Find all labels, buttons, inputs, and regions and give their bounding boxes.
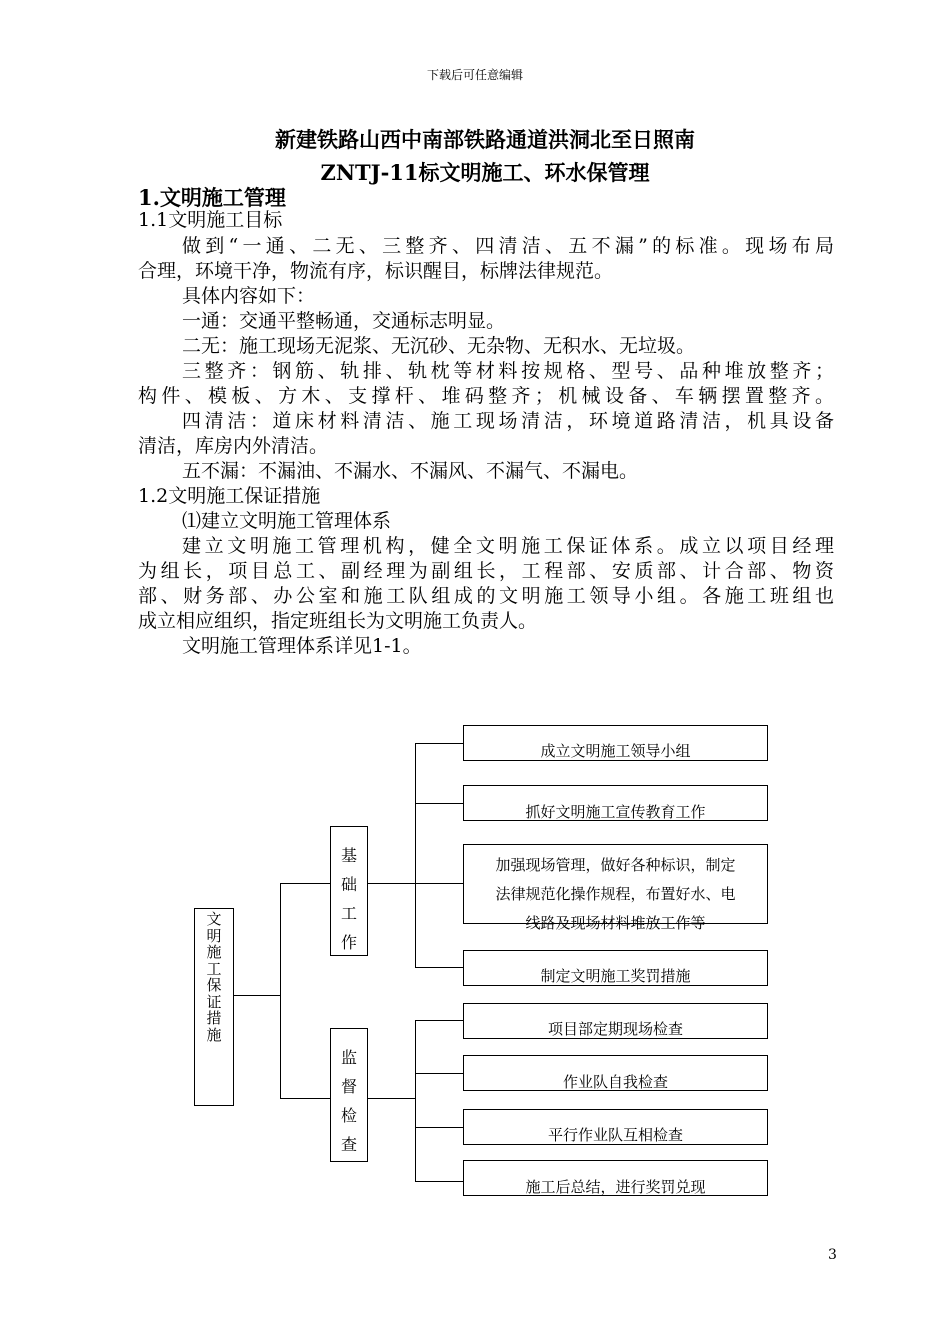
diagram-item-leadership-group [463, 725, 768, 761]
document-title-line1: 新建铁路山西中南部铁路通道洪洞北至日照南 [275, 127, 695, 152]
header-note: 下载后可任意编辑 [426, 68, 523, 82]
paragraph-wubulou: 五不漏：不漏油、不漏水、不漏风、不漏气、不漏电。 [182, 460, 639, 482]
diagram-item-text: 平行作业队互相检查 [547, 1126, 683, 1144]
connector-line [415, 1073, 463, 1074]
root-char: 明 [206, 926, 222, 945]
diagram-item-text: 项目部定期现场检查 [547, 1020, 683, 1038]
branch-char: 础 [340, 875, 357, 894]
connector-line [368, 1098, 416, 1099]
diagram-item-publicity-education [463, 785, 768, 821]
paragraph-details-intro: 具体内容如下： [182, 285, 316, 307]
diagram-item-self-inspection [463, 1055, 768, 1091]
paragraph-yitong: 一通：交通平整畅通，交通标志明显。 [182, 310, 506, 332]
branch-char: 查 [340, 1135, 357, 1154]
diagram-item-text: 成立文明施工领导小组 [540, 742, 691, 760]
connector-line [234, 995, 281, 996]
diagram-item-mutual-inspection [463, 1109, 768, 1145]
paragraph-siqingjie-line2: 清洁，库房内外清洁。 [138, 435, 329, 457]
diagram-branch-basic-work [330, 826, 368, 956]
page-number: 3 [828, 1247, 837, 1263]
diagram-item-text: 抓好文明施工宣传教育工作 [525, 803, 706, 821]
diagram-item-periodic-inspection [463, 1003, 768, 1039]
connector-line [415, 1181, 463, 1182]
document-title-line2: ZNTJ-11标文明施工、环水保管理 [320, 160, 650, 185]
connector-line [415, 1020, 463, 1021]
diagram-item-text: 制定文明施工奖罚措施 [540, 967, 691, 985]
diagram-root-box [194, 908, 234, 1106]
list-item-1: ⑴建立文明施工管理体系 [182, 510, 392, 532]
paragraph-sanzhengqi-line2: 构件、模板、方木、支撑杆、堆码整齐；机械设备、车辆摆置整齐。 [138, 385, 834, 407]
paragraph-standard-line1: 做到“一通、二无、三整齐、四清洁、五不漏”的标准。现场布局 [182, 235, 834, 257]
connector-line [415, 883, 463, 884]
diagram-item-summary-reward [463, 1160, 768, 1196]
diagram-item-text: 法律规范化操作规程，布置好水、电 [495, 885, 736, 903]
section-heading-1-1: 1.1文明施工目标 [138, 209, 283, 231]
section-heading-1-2: 1.2文明施工保证措施 [138, 485, 321, 507]
paragraph-standard-line2: 合理，环境干净，物流有序，标识醒目，标牌法律规范。 [138, 260, 614, 282]
root-char: 措 [206, 1009, 222, 1027]
paragraph-diagram-reference: 文明施工管理体系详见1-1。 [182, 635, 422, 657]
root-char: 文 [206, 910, 222, 928]
root-char: 保 [206, 976, 222, 994]
paragraph-organization-line1: 建立文明施工管理机构，健全文明施工保证体系。成立以项目经理 [182, 535, 834, 557]
branch-char: 基 [340, 846, 357, 865]
diagram-item-text: 线路及现场材料堆放工作等 [525, 914, 706, 932]
connector-line [415, 743, 416, 968]
paragraph-organization-line3: 部、财务部、办公室和施工队组成的文明施工领导小组。各施工班组也 [138, 585, 834, 607]
diagram-branch-supervision [330, 1028, 368, 1162]
paragraph-sanzhengqi-line1: 三整齐：钢筋、轨排、轨枕等材料按规格、型号、品种堆放整齐； [182, 360, 834, 382]
diagram-item-text: 作业队自我检查 [562, 1073, 668, 1091]
root-char: 证 [206, 992, 222, 1011]
section-heading-1: 1.文明施工管理 [138, 185, 286, 210]
diagram-item-site-management [463, 844, 768, 932]
connector-line [415, 967, 463, 968]
connector-line [415, 1127, 463, 1128]
paragraph-organization-line2: 为组长，项目总工、副经理为副组长，工程部、安质部、计合部、物资 [138, 560, 834, 582]
connector-line [415, 1020, 416, 1182]
diagram-item-text: 施工后总结，进行奖罚兑现 [525, 1178, 706, 1196]
connector-line [368, 883, 416, 884]
connector-line [415, 743, 463, 744]
diagram-item-reward-penalty [463, 950, 768, 986]
connector-line [280, 883, 330, 884]
connector-line [280, 883, 281, 1099]
branch-char: 作 [340, 933, 357, 952]
branch-char: 监 [340, 1048, 357, 1067]
paragraph-organization-line4: 成立相应组织，指定班组长为文明施工负责人。 [138, 610, 538, 632]
connector-line [415, 803, 463, 804]
root-char: 施 [206, 1025, 222, 1044]
connector-line [280, 1098, 330, 1099]
branch-char: 工 [340, 904, 357, 923]
diagram-item-text: 加强现场管理，做好各种标识，制定 [495, 856, 736, 874]
root-char: 工 [206, 959, 222, 978]
branch-char: 检 [340, 1106, 357, 1125]
paragraph-erwu: 二无：施工现场无泥浆、无沉砂、无杂物、无积水、无垃圾。 [182, 335, 696, 357]
branch-char: 督 [340, 1077, 357, 1096]
paragraph-siqingjie-line1: 四清洁：道床材料清洁、施工现场清洁，环境道路清洁，机具设备 [182, 410, 834, 432]
root-char: 施 [206, 943, 222, 961]
